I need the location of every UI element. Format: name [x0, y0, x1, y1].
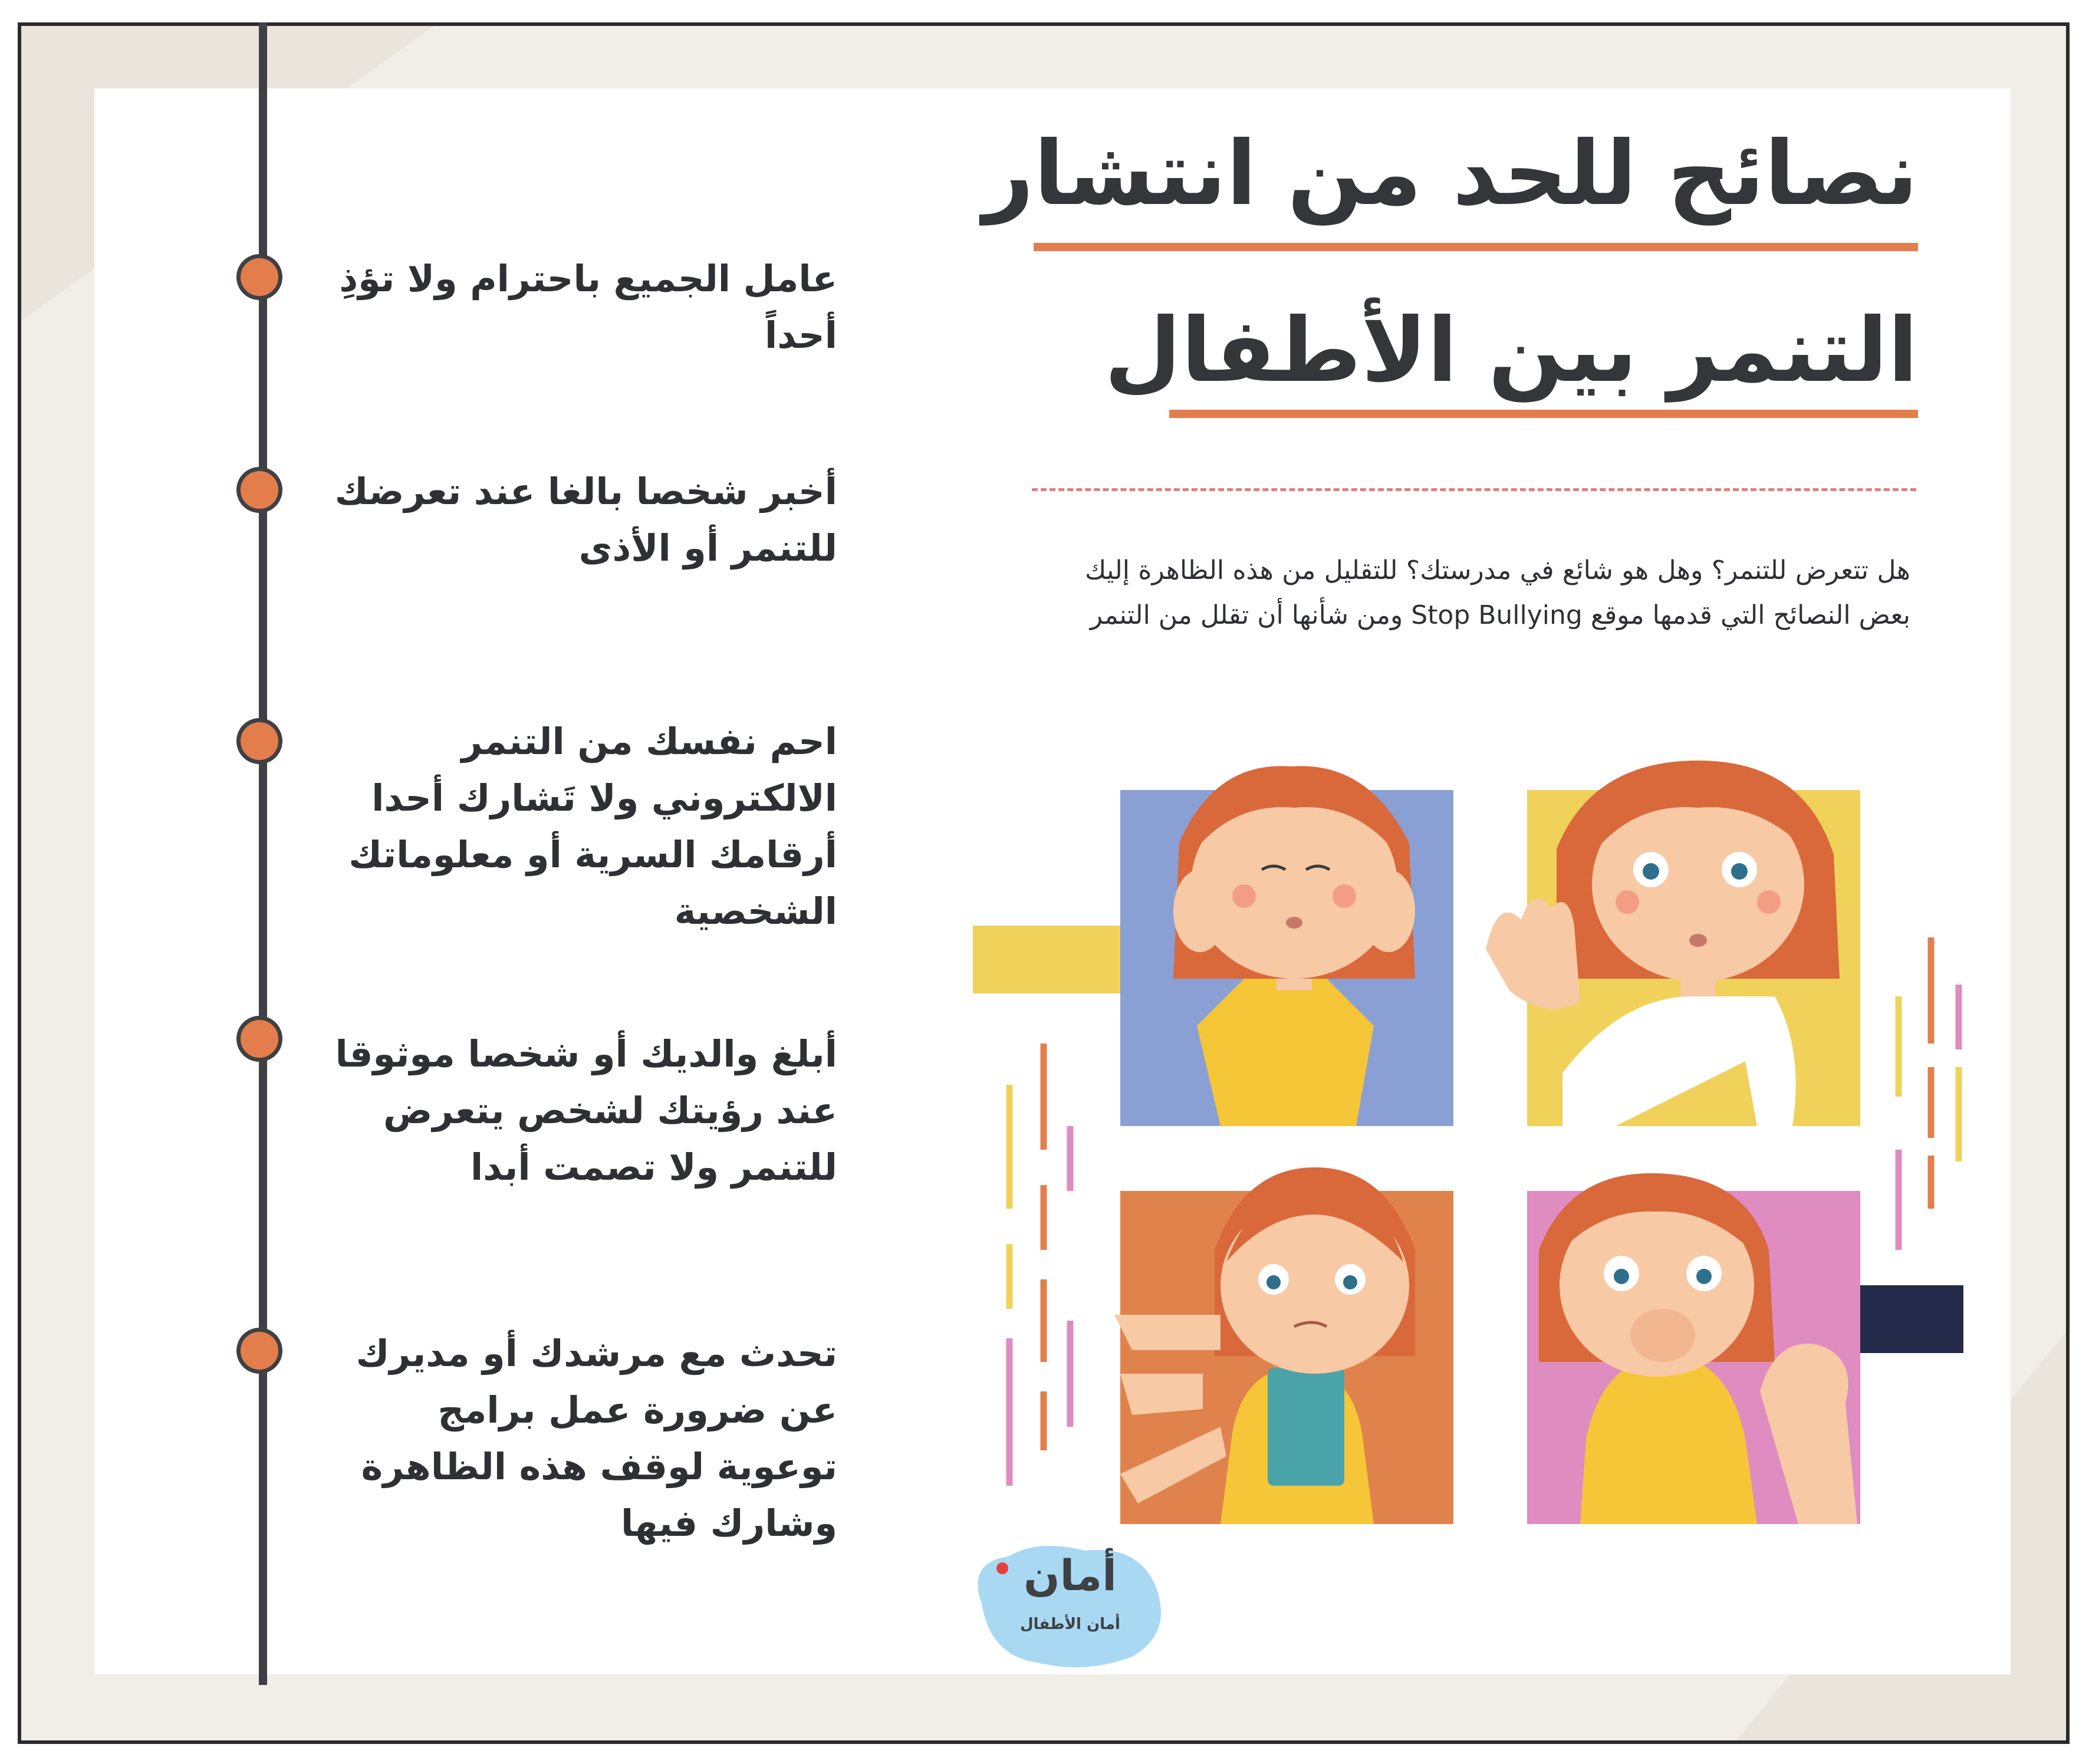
- title-line-1: نصائح للحد من انتشار: [983, 123, 1918, 225]
- panel-scared: [1527, 1173, 1860, 1524]
- logo-name: أمان الأطفال: [1020, 1615, 1120, 1633]
- tip-item: تحدث مع مرشدك أو مديرك عن ضرورة عمل برامج توعوية لوقف هذه الظاهرة وشارك فيها: [356, 1332, 837, 1545]
- logo-mark: أمان: [1024, 1551, 1117, 1600]
- panel-stop-hand: [1486, 761, 1860, 1126]
- title-line-2: التنمر بين الأطفال: [1104, 300, 1918, 402]
- panel-pointed-at: [1114, 1167, 1453, 1524]
- tip-item: احم نفسك من التنمر الالكتروني ولا تَشارك أحدا أرقامك السرية أو معلوماتك الشخصية: [348, 720, 837, 933]
- tip-item: عامل الجميع باحترام ولا تؤذِ أحداً: [339, 257, 837, 357]
- intro-paragraph: هل تتعرض للتنمر؟ وهل هو شائع في مدرستك؟ للتقليل من هذه الظاهرة إليك بعض النصائح التي قدمها موقع Stop Bullying ومن شأنها أن تقلل من التنمر: [1085, 555, 1910, 630]
- tip-item: أخبر شخصا بالغا عند تعرضك للتنمر أو الأذى: [334, 470, 837, 570]
- tip-item: أبلغ والديك أو شخصا موثوقا عند رؤيتك لشخص يتعرض للتنمر ولا تصمت أبدا: [335, 1032, 837, 1189]
- panel-covering-ears: [1120, 766, 1453, 1126]
